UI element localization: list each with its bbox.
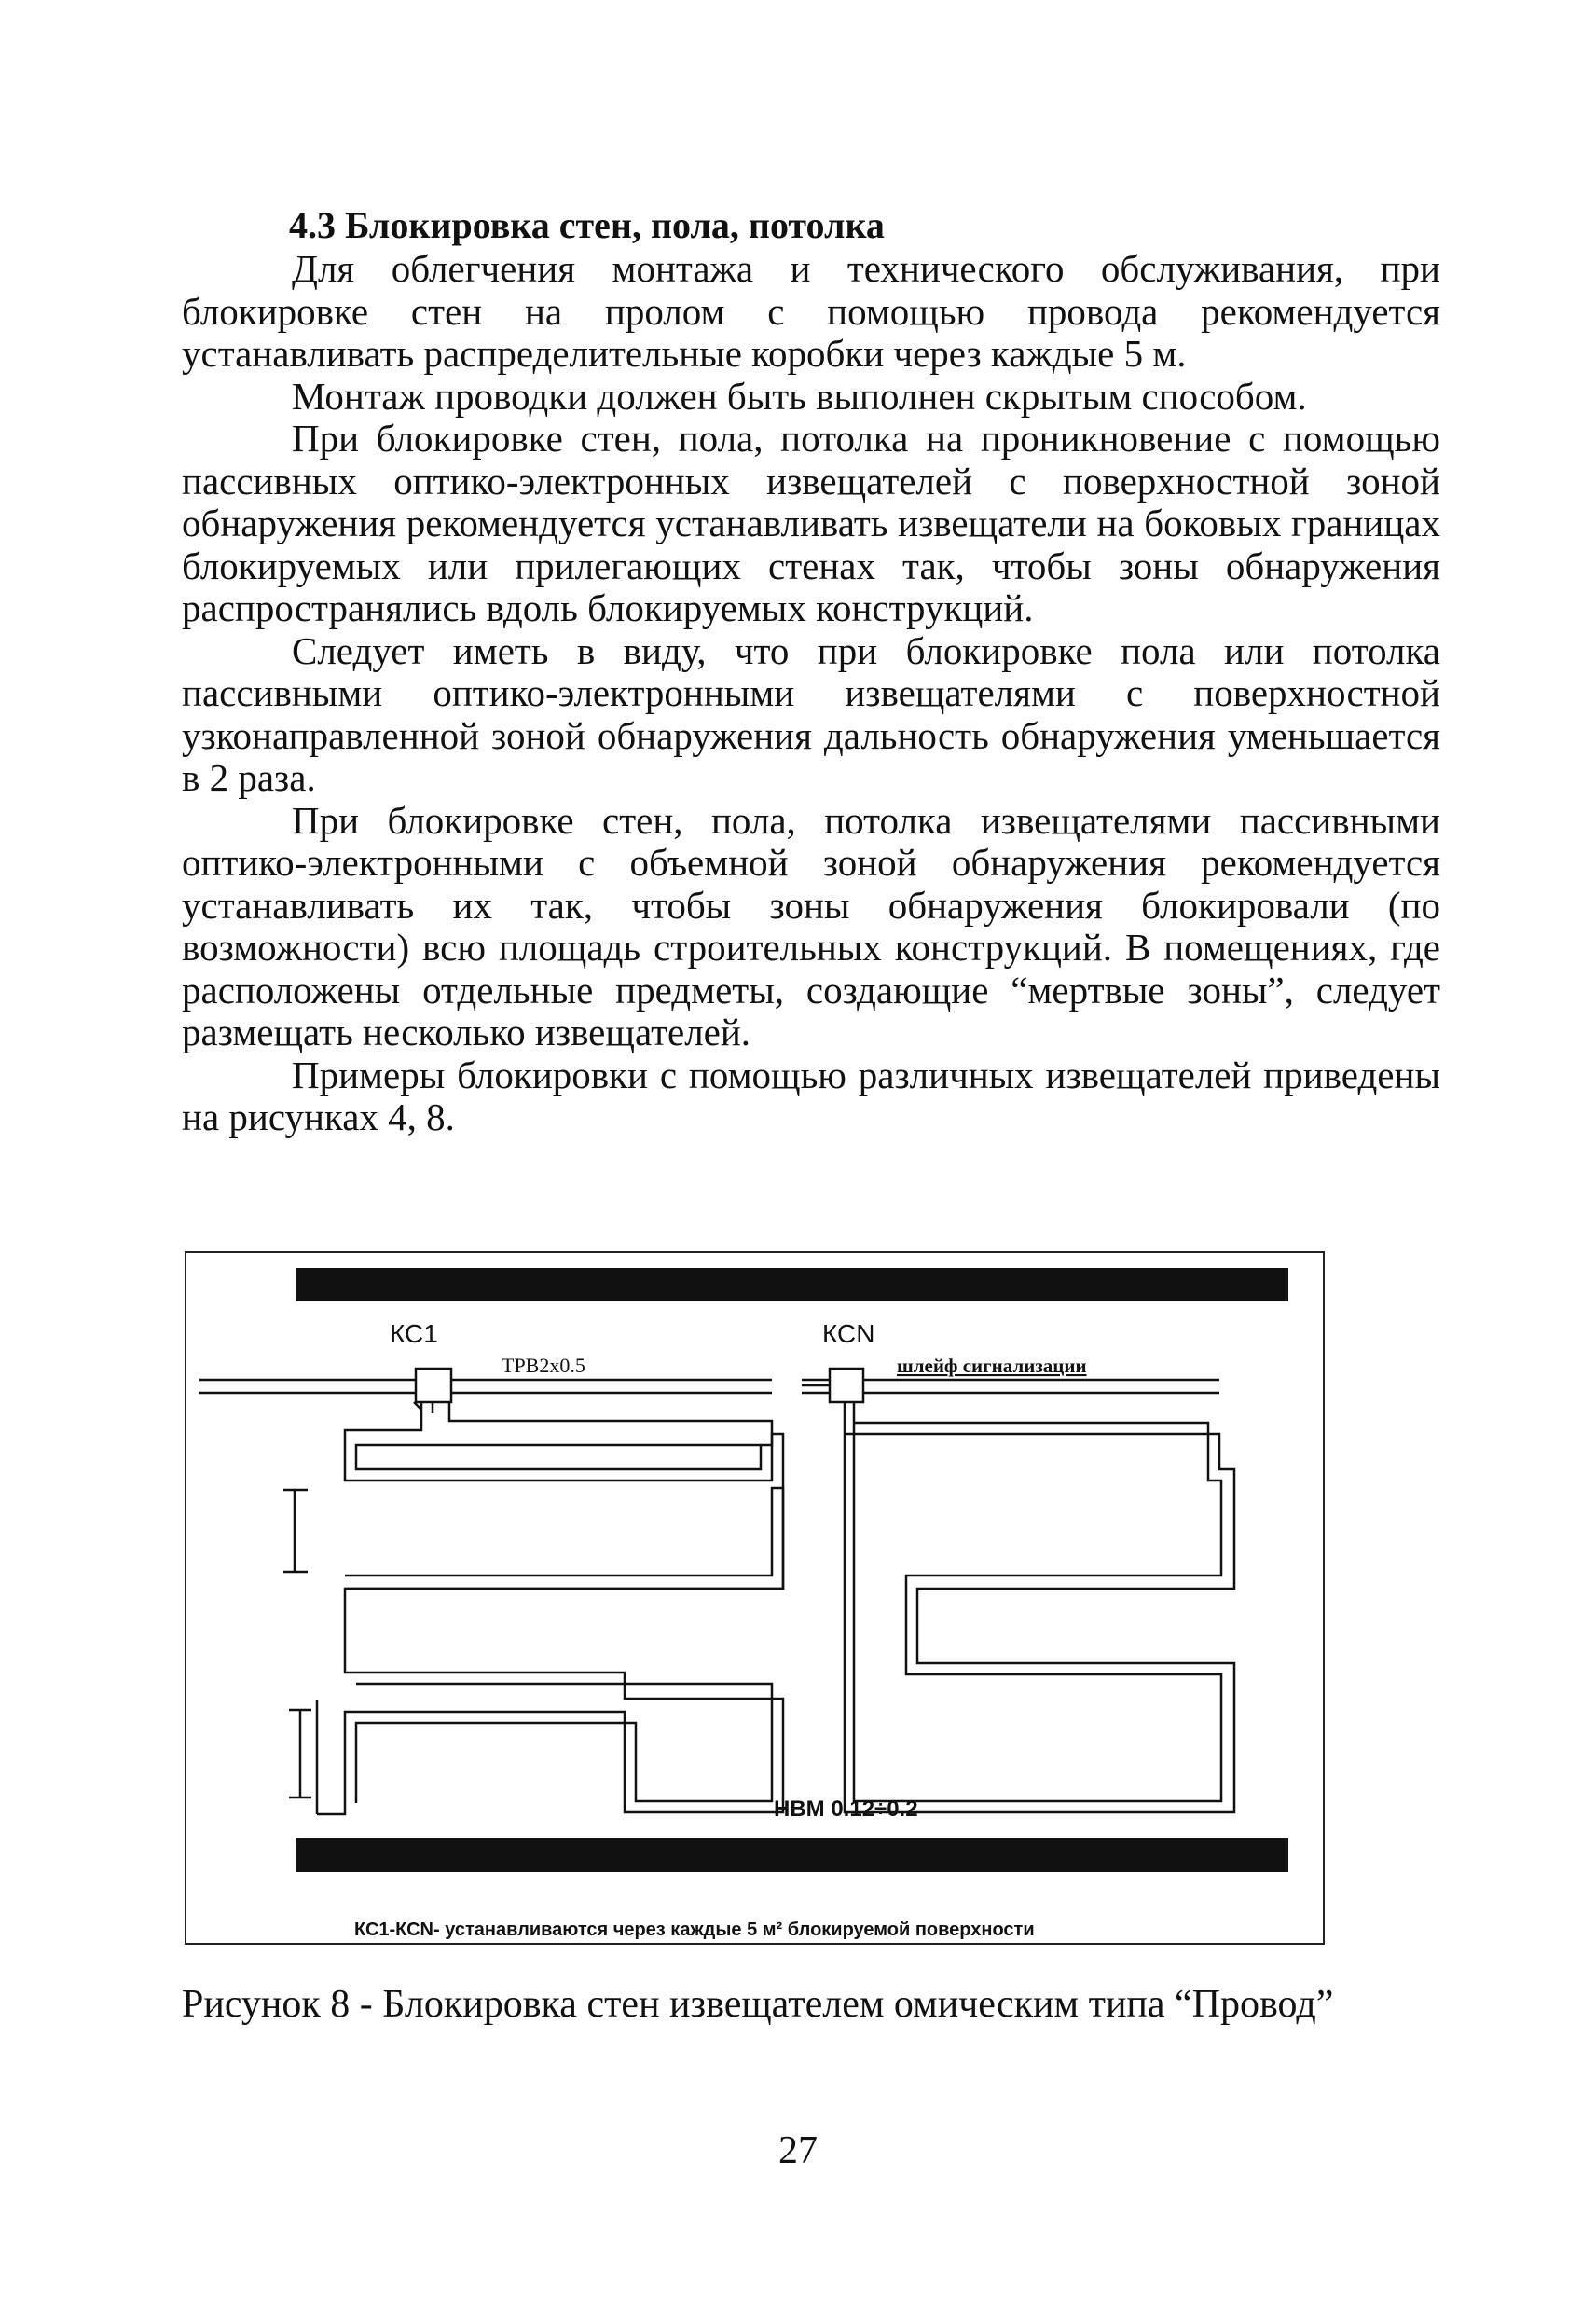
left-serpentine-outer [317,1402,783,1814]
paragraph: При блокировке стен, пола, потолка извещателями пассивными оптико-электронными с объемной зоной обнаружения рекомендуется устанавливать их так, чтобы зоны обнаружения блокировали (по возможности) всю площадь строительных конструкций. В помещениях, где расположены отдельные предметы, создающие “мертвые зоны”, следует размещать несколько извещателей. [182,798,1440,1053]
paragraph: Монтаж проводки должен быть выполнен скрытым способом. [292,374,1307,418]
right-serpentine-outer [854,1402,1221,1801]
paragraph: Примеры блокировки с помощью различных извещателей приведены на рисунках 4, 8. [182,1053,1440,1138]
paragraph: Следует иметь в виду, что при блокировке пола или потолка пассивными оптико-электронными извещателями с поверхностной узконаправленной зоной обнаружения дальность обнаружения уменьшается в 2 раза. [182,628,1440,799]
loop-label: шлейф сигнализации [897,1355,1087,1377]
wire-type-label: ТРВ2х0.5 [502,1354,585,1377]
section-heading: 4.3 Блокировка стен, пола, потолка [289,204,885,246]
figure-8-frame [185,1251,1325,1945]
paragraph: Для облегчения монтажа и технического обслуживания, при блокировке стен на пролом с помощью провода рекомендуется устанавливать распределительные коробки через каждые 5 м. [182,247,1440,375]
paragraph: При блокировке стен, пола, потолка на проникновение с помощью пассивных оптико-электронных извещателей с поверхностной зоной обнаружения рекомендуется устанавливать извещатели на боковых границах блокируемых или прилегающих стенах так, чтобы зоны обнаружения распространялись вдоль блокируемых конструкций. [182,417,1440,629]
left-serpentine-lower [356,1684,772,1803]
body-text [182,248,1440,1139]
spacing-label: НВМ 0.12÷0.2 [774,1797,918,1822]
bottom-wall-band [296,1838,1288,1872]
kcn-junction-box [830,1369,863,1402]
left-serpentine-inner [356,1402,772,1469]
left-serpentine-mid [345,1488,783,1589]
top-wall-band [296,1268,1288,1301]
kc1-junction-box [416,1369,451,1402]
page-number: 27 [778,2129,818,2172]
boxes-note: КС1-КСN- устанавливаются через каждые 5 м² блокируемой поверхности [354,1920,1035,1940]
right-serpentine-inner [845,1402,1234,1812]
wiring-diagram [186,1253,1327,1947]
kc1-label: КС1 [390,1319,438,1348]
kcn-label: КСN [822,1319,875,1348]
figure-caption: Рисунок 8 - Блокировка стен извещателем омическим типа “Провод” [182,1983,1334,2026]
